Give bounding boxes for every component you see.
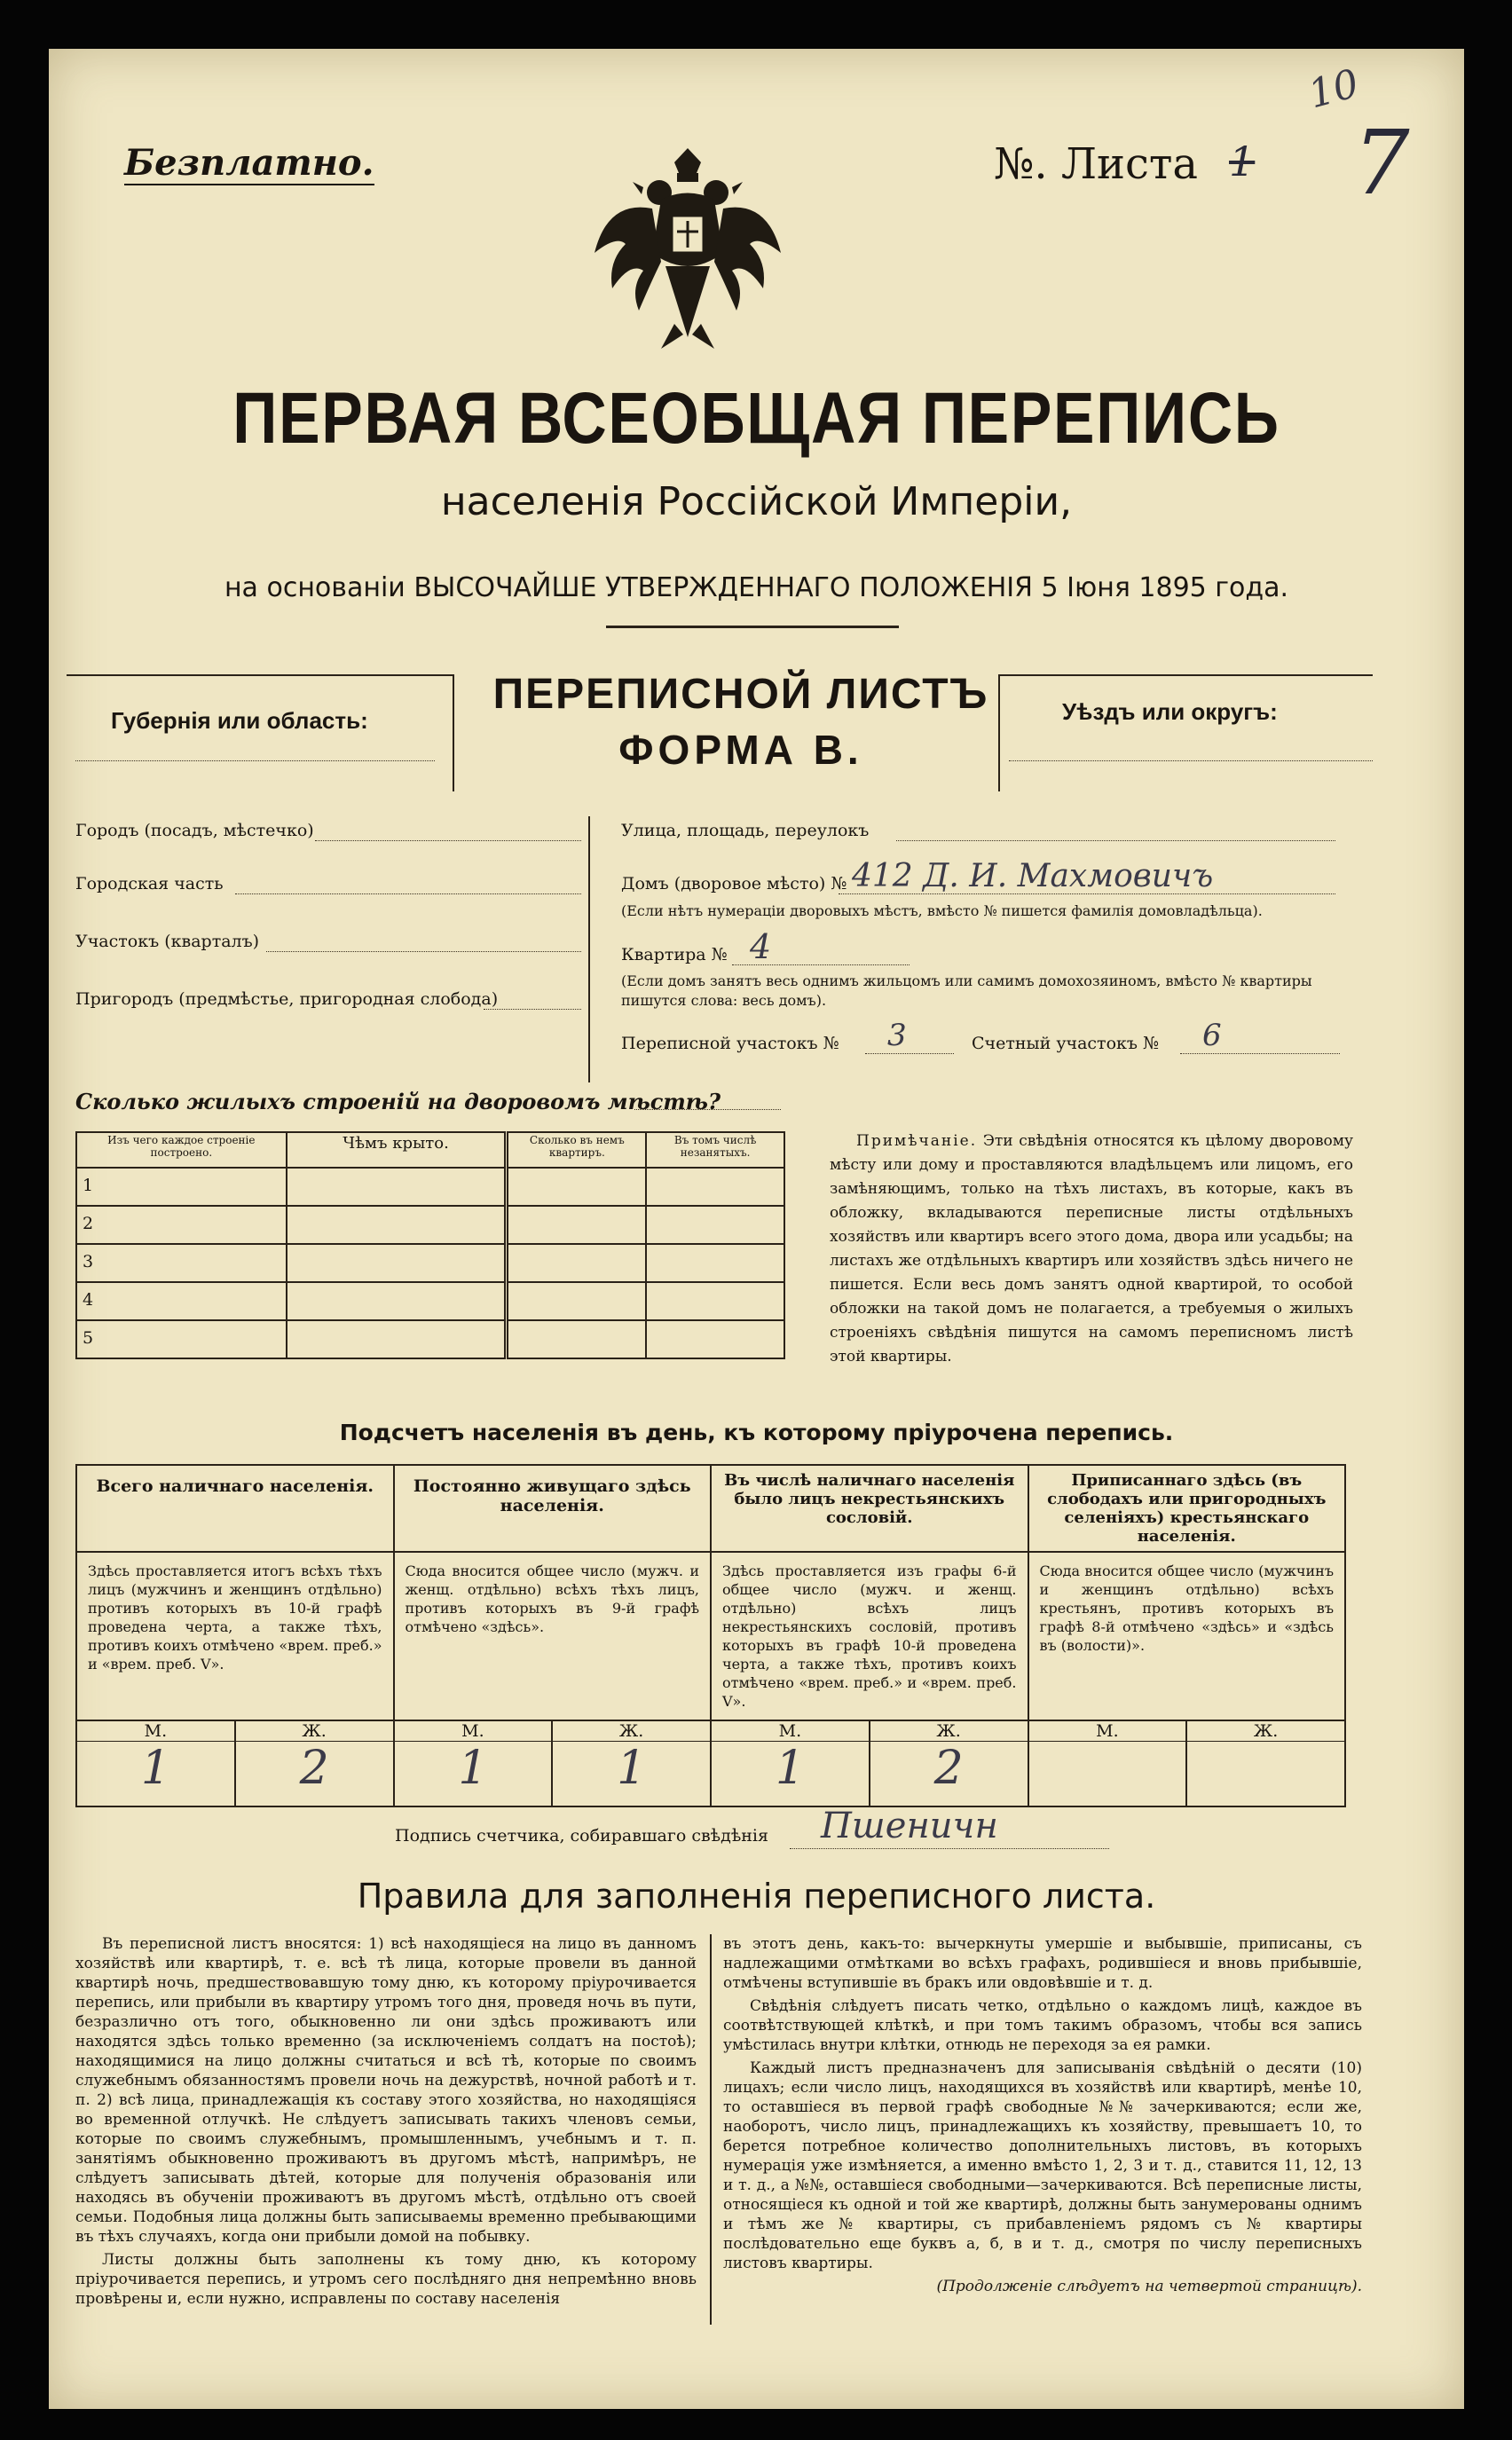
female-label: Ж. [236,1721,393,1742]
tally-cell-peasant [1028,1720,1346,1806]
signature-line[interactable] [790,1848,1109,1849]
page-subtitle: населенія Россійской Имперіи, [440,479,1073,524]
tally-head-present: Всего наличнаго населенія. [76,1465,394,1552]
table-cell[interactable] [507,1168,646,1206]
tally-desc-non-peasant: Здѣсь проставляется изъ графы 6-й общее число (мужч. и женщ. отдѣльно) всѣхъ лицъ некрестьянскихъ сословій, противъ которыхъ въ графѣ 10-й проведена черта, а также тѣхъ, противъ коихъ отмѣчено «врем. преб.» и «врем. преб. V». [711,1552,1028,1720]
buildings-header-apartments: Сколько въ немъ квартиръ. [507,1132,646,1168]
signature-label: Подпись счетчика, собиравшаго свѣдѣнія [395,1826,768,1846]
table-row [76,1244,784,1282]
tally-desc-resident: Сюда вносится общее число (мужч. и женщ. отдѣльно) всѣхъ тѣхъ лицъ, противъ которыхъ въ 9-й графѣ отмѣчено «здѣсь». [394,1552,712,1720]
province-label: Губернія или область: [111,707,368,734]
female-label: Ж. [553,1721,710,1742]
non-peasant-male-cell[interactable] [712,1721,870,1806]
house-label: Домъ (дворовое мѣсто) № [621,874,847,893]
tally-cell-non-peasant [711,1720,1028,1806]
resident-male-cell[interactable] [395,1721,554,1806]
row-number: 2 [76,1206,287,1244]
buildings-header-material: Изъ чего каждое строеніе построено. [76,1132,287,1168]
page-title: ПЕРВАЯ ВСЕОБЩАЯ ПЕРЕПИСЬ [232,378,1280,459]
tally-head-peasant: Приписаннаго здѣсь (въ слободахъ или пригородныхъ селеніяхъ) крестьянскаго населенія. [1028,1465,1346,1552]
resident-female-cell[interactable] [553,1721,710,1806]
count-area-line[interactable] [1180,1053,1340,1054]
free-label: Безплатно. [124,142,374,184]
non-peasant-male-value: 1 [775,1742,805,1795]
peasant-male-cell[interactable] [1029,1721,1188,1806]
form-title: ПЕРЕПИСНОЙ ЛИСТЪ [492,671,989,718]
double-headed-eagle-icon [590,146,785,350]
county-label: Уѣздъ или округъ: [1062,698,1278,725]
note-block [830,1129,1353,1369]
count-area-value: 6 [1202,1018,1222,1053]
tally-head-non-peasant: Въ числѣ наличнаго населенія было лицъ некрестьянскихъ сословій. [711,1465,1028,1552]
address-divider [588,816,590,1082]
signature-value: Пшеничн [821,1806,998,1846]
suburb-label: Пригородъ (предмѣстье, пригородная слобода) [75,989,499,1009]
table-cell[interactable] [287,1282,507,1320]
city-label: Городъ (посадъ, мѣстечко) [75,821,314,840]
resident-male-value: 1 [458,1742,488,1795]
tally-cell-present [76,1720,394,1806]
peasant-female-cell[interactable] [1187,1721,1344,1806]
non-peasant-female-cell[interactable] [870,1721,1028,1806]
buildings-question: Сколько жилыхъ строеній на дворовомъ мѣстѣ? [75,1089,721,1114]
buildings-header-roof: Чѣмъ крыто. [287,1132,507,1168]
note-label: Примѣчаніе. [856,1132,978,1150]
table-cell[interactable] [507,1320,646,1358]
row-number: 3 [76,1244,287,1282]
district-label: Участокъ (кварталъ) [75,932,260,951]
census-area-line[interactable] [865,1053,954,1054]
female-label: Ж. [870,1721,1028,1742]
male-label: М. [395,1721,552,1742]
buildings-line[interactable] [634,1109,781,1110]
sheet-number-value: 1 [1229,138,1256,185]
street-line[interactable] [896,840,1335,841]
female-label: Ж. [1187,1721,1344,1742]
row-number: 4 [76,1282,287,1320]
table-cell[interactable] [646,1244,784,1282]
rules-title: Правила для заполненія переписного листа. [357,1877,1156,1916]
present-male-value: 1 [140,1742,170,1795]
table-cell[interactable] [287,1244,507,1282]
table-cell[interactable] [646,1168,784,1206]
city-part-label: Городская часть [75,874,224,893]
rules-right-column [723,1934,1362,2300]
table-cell[interactable] [646,1282,784,1320]
non-peasant-female-value: 2 [933,1742,964,1795]
table-cell[interactable] [287,1168,507,1206]
tally-table [75,1464,1346,1807]
apartment-value: 4 [750,927,772,966]
rules-paragraph: Въ переписной листъ вносятся: 1) всѣ находящіеся на лицо въ данномъ хозяйствѣ или квартирѣ, т. е. всѣ тѣ лица, которые провели въ данной квартирѣ ночь, предшествовавшую тому дню, къ которому пріурочивается перепись, или прибыли въ квартиру утромъ того дня, проведя ночь въ пути, безразлично отъ того, обыкновенно ли они здѣсь проживаютъ или находятся здѣсь только временно (за исключеніемъ солдатъ на постоѣ); находящимися на лицо должны считаться и всѣ тѣ, которые по своимъ служебнымъ обязанностямъ провели ночь на дежурствѣ, ночной работѣ и т. п. 2) всѣ лица, принадлежащія къ составу этого хозяйства, но находящіяся во временной отлучкѣ. Не слѣдуетъ записывать такихъ членовъ семьи, которые по своимъ служебнымъ, промышленнымъ, учебнымъ и т. п. занятіямъ обыкновенно проживаютъ въ другомъ мѣстѣ, напримѣръ, не слѣдуетъ записывать дѣтей, которые для полученія образованія или находясь въ обученіи проживаютъ въ другомъ мѣстѣ, отдѣльно отъ своей семьи. Подобныя лица должны быть записываемы временно пребывающими въ тѣхъ случаяхъ, когда они прибыли домой на побывку. [75,1935,697,2246]
page-basis: на основаніи ВЫСОЧАЙШЕ УТВЕРЖДЕННАГО ПОЛОЖЕНІЯ 5 Іюня 1895 года. [224,572,1289,603]
table-cell[interactable] [507,1206,646,1244]
tally-cell-resident [394,1720,712,1806]
province-line[interactable] [75,760,435,761]
rules-left-column [75,1934,697,2312]
tally-desc-peasant: Сюда вносится общее число (мужчинъ и женщинъ отдѣльно) всѣхъ крестьянъ, противъ которыхъ въ графѣ 8-й отмѣчено «здѣсь» и «здѣсь въ (волости)». [1028,1552,1346,1720]
province-box [67,674,454,791]
rules-continuation: (Продолженіе слѣдуетъ на четвертой страницѣ). [936,2278,1362,2295]
count-area-label: Счетный участокъ № [972,1034,1159,1053]
rules-paragraph: Листы должны быть заполнены къ тому дню, къ которому пріурочивается перепись, и утромъ сего послѣдняго дня непремѣнно вновь провѣрены и, если нужно, исправлены по составу населенія [75,2251,697,2308]
county-box [998,674,1373,791]
tally-desc-present: Здѣсь проставляется итогъ всѣхъ тѣхъ лицъ (мужчинъ и женщинъ отдѣльно) противъ которыхъ въ 10-й графѣ проведена черта, а также тѣхъ, противъ коихъ отмѣчено «врем. преб.» и «врем. преб. V». [76,1552,394,1720]
tally-title: Подсчетъ населенія въ день, къ которому пріурочена перепись. [339,1420,1174,1445]
apartment-note: (Если домъ занятъ весь однимъ жильцомъ или самимъ домохозяиномъ, вмѣсто № квартиры пишутся слова: весь домъ). [621,972,1312,1009]
house-value: 412 Д. И. Махмовичъ [852,858,1214,894]
census-area-value: 3 [887,1018,907,1053]
rules-paragraph: Каждый листъ предназначенъ для записыванія свѣдѣній о десяти (10) лицахъ; если число лицъ, находящихся въ хозяйствѣ или квартирѣ, менѣе 10, то оставшіеся въ первой графѣ свободные №№ зачеркиваются; если же, наоборотъ, число лицъ, принадлежащихъ къ хозяйству, превышаетъ 10, то берется потребное количество дополнительныхъ листовъ, въ которыхъ нумерація уже измѣняется, а именно вмѣсто 1, 2, 3 и т. д., ставится 11, 12, 13 и т. д., а №№, оставшіеся свободными—зачеркиваются. Всѣ переписные листы, относящіеся къ одной и той же квартирѣ, должны быть занумерованы однимъ и тѣмъ же № квартиры, съ прибавленіемъ рядомъ съ № квартиры послѣдовательно еще буквъ а, б, в и т. д., смотря по числу переписныхъ листовъ квартиры. [723,2059,1362,2272]
row-number: 5 [76,1320,287,1358]
table-row [76,1168,784,1206]
suburb-line[interactable] [484,1009,581,1010]
table-row [76,1282,784,1320]
tally-head-resident: Постоянно живущаго здѣсь населенія. [394,1465,712,1552]
male-label: М. [712,1721,869,1742]
form-title-block [453,670,1029,774]
title-divider [606,626,899,628]
resident-female-value: 1 [617,1742,647,1795]
form-name: ФОРМА В. [618,727,863,773]
rules-paragraph: въ этотъ день, какъ-то: вычеркнуты умершіе и выбывшіе, приписаны, съ надлежащими отмѣтками во всѣхъ графахъ, родившіеся и вновь прибывшіе, отмѣчены вступившіе въ бракъ или овдовѣвшіе и т. д. [723,1935,1362,1992]
note-text: Эти свѣдѣнія относятся къ цѣлому дворовому мѣсту или дому и проставляются владѣльцемъ или лицомъ, его замѣняющимъ, только на тѣхъ листахъ, въ которые, какъ въ обложку, вкладываются переписные листы отдѣльныхъ хозяйствъ или квартиръ всего этого дома, двора или усадьбы; на листахъ же отдѣльныхъ квартиръ или хозяйствъ здѣсь ничего не пишется. Если весь домъ занятъ одной квартирой, то особой обложки на такой домъ не полагается, а требуемыя о жилыхъ строеніяхъ свѣдѣнія пишутся на самомъ переписномъ листѣ этой квартиры. [830,1132,1353,1366]
rules-paragraph: Свѣдѣнія слѣдуетъ писать четко, отдѣльно о каждомъ лицѣ, каждое въ соотвѣтствующей клѣткѣ, и при томъ такимъ образомъ, чтобы вся запись умѣстилась внутри клѣтки, отнюдь не переходя за ея рамки. [723,1997,1362,2054]
city-part-line[interactable] [235,893,581,894]
table-cell[interactable] [507,1282,646,1320]
table-row [76,1206,784,1244]
census-area-label: Переписной участокъ № [621,1034,839,1053]
table-row [76,1320,784,1358]
present-male-cell[interactable] [77,1721,236,1806]
house-note: (Если нѣтъ нумераціи дворовыхъ мѣстъ, вмѣсто № пишется фамилія домовладѣльца). [621,902,1263,919]
street-label: Улица, площадь, переулокъ [621,821,870,840]
table-cell[interactable] [287,1206,507,1244]
present-female-cell[interactable] [236,1721,393,1806]
census-sheet [49,49,1464,2409]
buildings-header-vacant: Въ томъ числѣ незанятыхъ. [646,1132,784,1168]
sheet-number-corrected: 7 [1353,111,1410,215]
rules-divider [710,1934,712,2325]
sheet-number-label: №. Листа [994,139,1199,189]
table-cell[interactable] [287,1320,507,1358]
male-label: М. [77,1721,234,1742]
table-cell[interactable] [507,1244,646,1282]
table-cell[interactable] [646,1320,784,1358]
city-line[interactable] [315,840,581,841]
table-cell[interactable] [646,1206,784,1244]
corner-note: 10 [1303,60,1364,118]
apartment-label: Квартира № [621,945,728,964]
buildings-table [75,1131,785,1359]
district-line[interactable] [266,951,581,952]
row-number: 1 [76,1168,287,1206]
county-line[interactable] [1009,760,1373,761]
male-label: М. [1029,1721,1186,1742]
present-female-value: 2 [299,1742,329,1795]
